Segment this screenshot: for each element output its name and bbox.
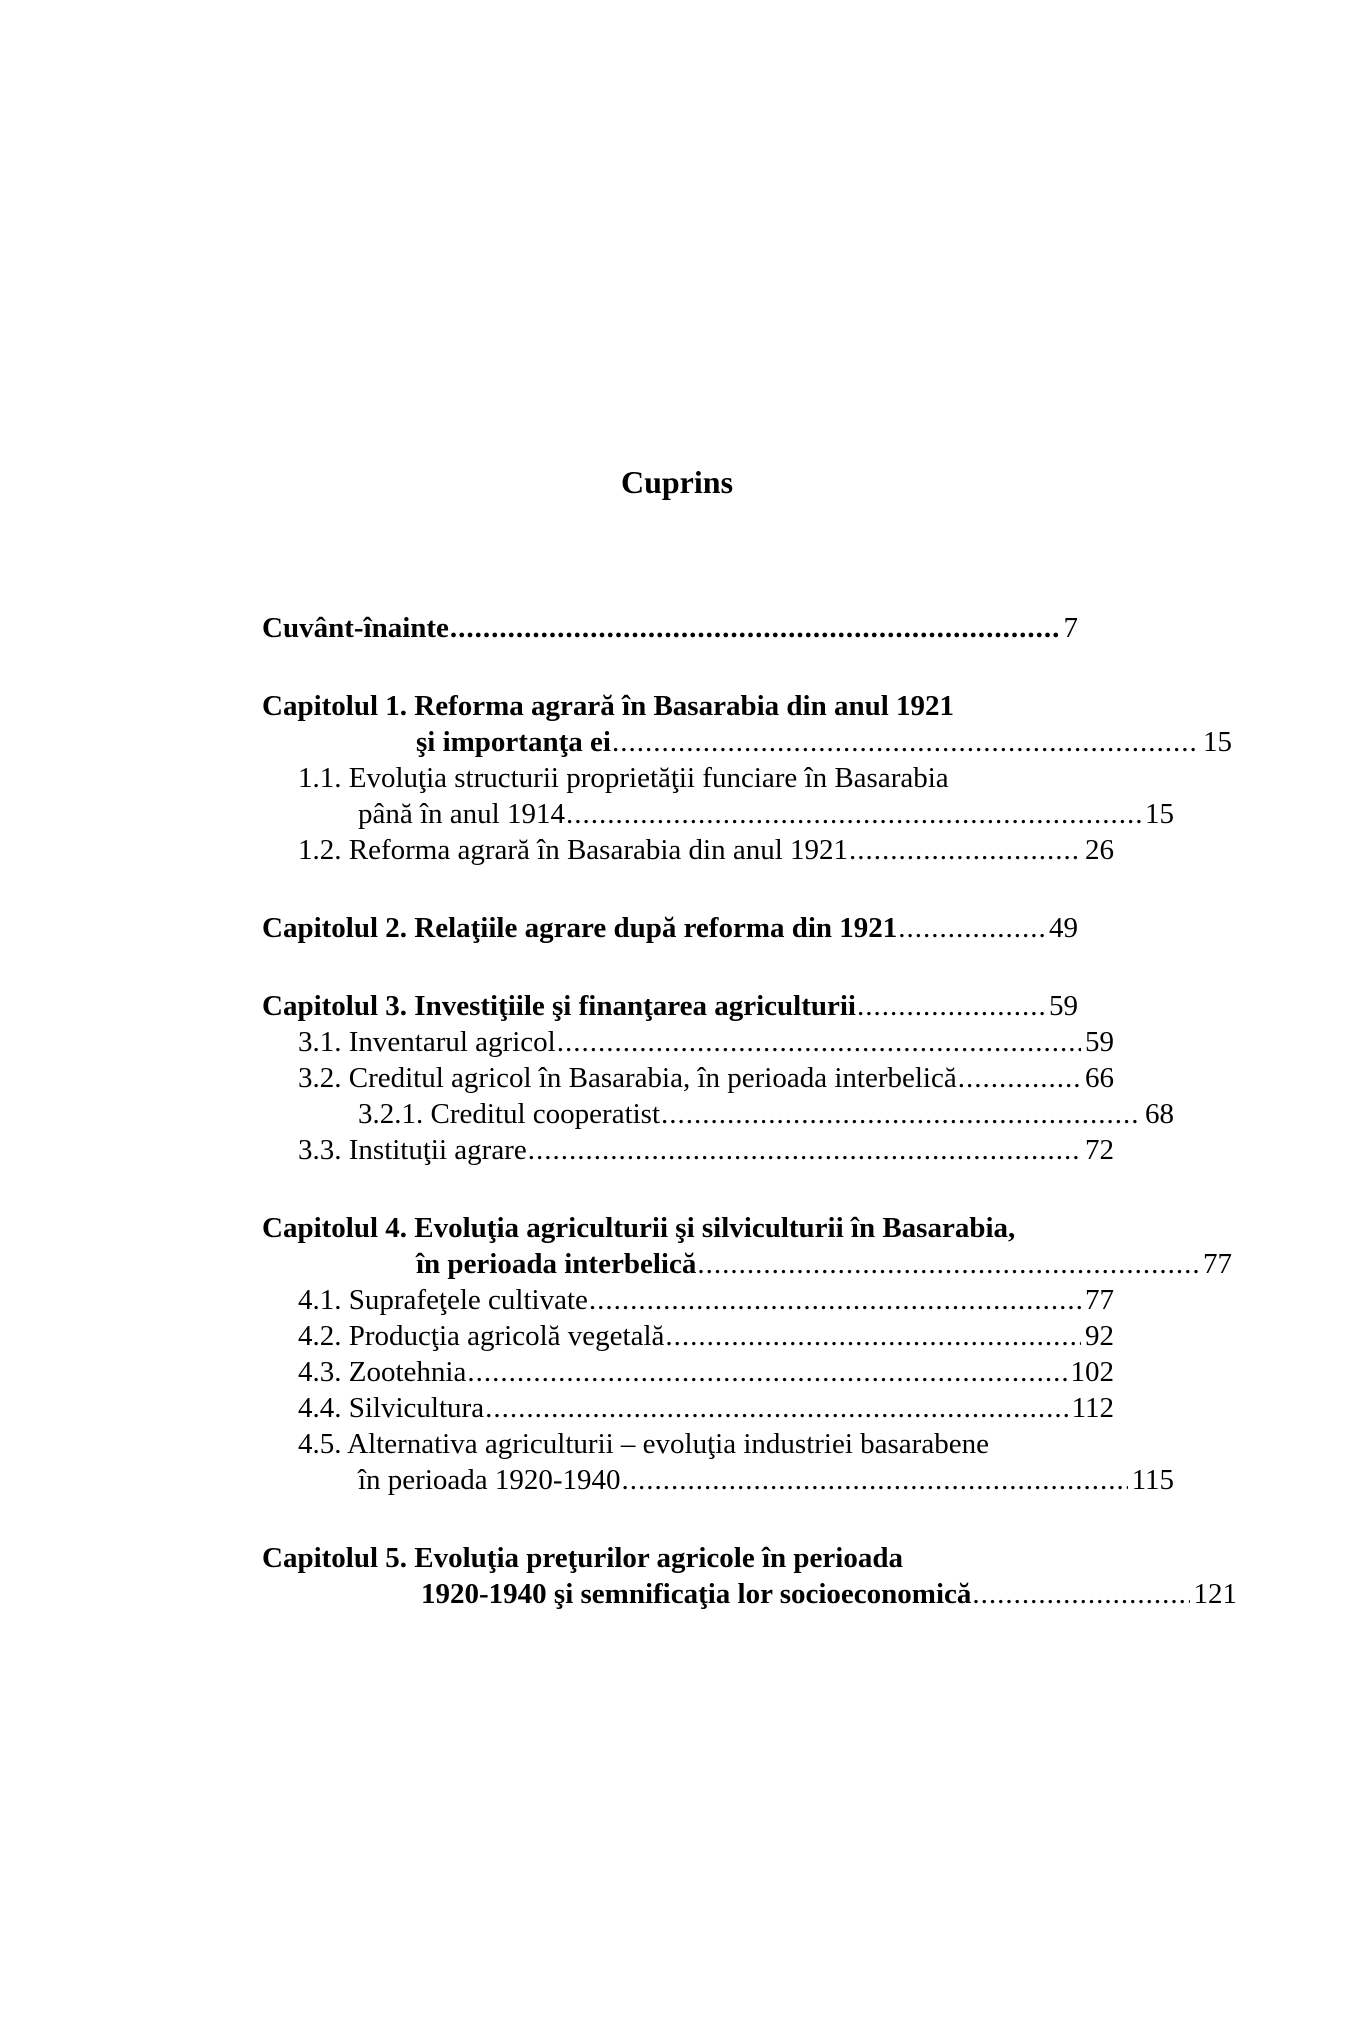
dot-leader — [467, 1354, 1066, 1390]
dot-leader — [612, 724, 1199, 760]
dot-leader — [566, 796, 1141, 832]
page-number: 15 — [1203, 726, 1232, 758]
toc-entry-text: în perioada 1920-1940 — [358, 1464, 621, 1496]
toc-entry-text: şi importanţa ei — [416, 726, 611, 758]
page-number: 59 — [1049, 990, 1078, 1022]
dot-leader — [661, 1096, 1141, 1132]
toc-entry-section-4-2 — [262, 1318, 1114, 1354]
toc-entry-text: Capitolul 3. Investiţiile şi finanţarea agriculturii — [262, 990, 856, 1022]
toc-entry-text: 4.1. Suprafeţele cultivate — [298, 1284, 588, 1316]
page-number: 68 — [1145, 1098, 1174, 1130]
page-number: 77 — [1085, 1284, 1114, 1316]
dot-leader — [849, 832, 1081, 868]
dot-leader — [958, 1060, 1081, 1096]
toc-chapter-1-heading: Capitolul 1. Reforma agrară în Basarabia din anul 1921 — [262, 690, 955, 722]
toc-entry-text: în perioada interbelică — [416, 1248, 697, 1280]
toc-entry-section-4-1 — [262, 1282, 1114, 1318]
page-number: 121 — [1193, 1578, 1237, 1610]
toc-entry-chapter-1 — [262, 724, 1232, 760]
toc-entry-text: 3.1. Inventarul agricol — [298, 1026, 556, 1058]
dot-leader — [557, 1024, 1081, 1060]
toc-section-1-1-heading: 1.1. Evoluţia structurii proprietăţii funciare în Basarabia — [298, 762, 949, 794]
dot-leader — [972, 1576, 1189, 1612]
dot-leader — [665, 1318, 1081, 1354]
toc-entry-chapter-3 — [262, 988, 1078, 1024]
toc-entry-text: până în anul 1914 — [358, 798, 565, 830]
toc-entry-section-4-3 — [262, 1354, 1114, 1390]
toc-entry-text: 1920-1940 şi semnificaţia lor socioeconomică — [421, 1578, 972, 1610]
toc-entry-text: 3.2.1. Creditul cooperatist — [358, 1098, 661, 1130]
dot-leader — [485, 1390, 1067, 1426]
toc-section-4-5-heading: 4.5. Alternativa agriculturii – evoluţia industriei basarabene — [298, 1428, 989, 1460]
page-title: Cuprins — [620, 464, 734, 500]
toc-entry-text: Capitolul 2. Relaţiile agrare după reforma din 1921 — [262, 912, 898, 944]
toc-entry-text: 1.2. Reforma agrară în Basarabia din anul 1921 — [298, 834, 849, 866]
dot-leader — [697, 1246, 1199, 1282]
toc-entry-text: 4.3. Zootehnia — [298, 1356, 467, 1388]
toc-entry-text: 3.3. Instituţii agrare — [298, 1134, 527, 1166]
toc-entry-section-1-2 — [262, 832, 1114, 868]
toc-entry-section-4-5 — [262, 1462, 1174, 1498]
table-of-contents — [262, 610, 1237, 1612]
toc-entry-chapter-2 — [262, 910, 1078, 946]
dot-leader — [898, 910, 1045, 946]
toc-entry-section-3-2-1 — [262, 1096, 1174, 1132]
page-number: 15 — [1145, 798, 1174, 830]
dot-leader — [622, 1462, 1128, 1498]
toc-entry-section-3-1 — [262, 1024, 1114, 1060]
toc-entry-section-3-2 — [262, 1060, 1114, 1096]
page-number: 26 — [1085, 834, 1114, 866]
dot-leader — [589, 1282, 1081, 1318]
page-number: 7 — [1063, 612, 1078, 644]
page-number: 72 — [1085, 1134, 1114, 1166]
toc-entry-section-4-4 — [262, 1390, 1114, 1426]
toc-entry-text: 4.4. Silvicultura — [298, 1392, 485, 1424]
page-number: 102 — [1070, 1356, 1114, 1388]
dot-leader — [857, 988, 1045, 1024]
toc-entry-chapter-5 — [262, 1576, 1237, 1612]
toc-entry-chapter-4 — [262, 1246, 1232, 1282]
page-number: 92 — [1085, 1320, 1114, 1352]
page-number: 77 — [1203, 1248, 1232, 1280]
dot-leader — [450, 610, 1060, 646]
toc-entry-text: 3.2. Creditul agricol în Basarabia, în perioada interbelică — [298, 1062, 957, 1094]
page-number: 49 — [1049, 912, 1078, 944]
toc-entry-section-1-1 — [262, 796, 1174, 832]
toc-chapter-5-heading: Capitolul 5. Evoluţia preţurilor agricole în perioada — [262, 1542, 903, 1574]
toc-chapter-4-heading: Capitolul 4. Evoluţia agriculturii şi silviculturii în Basarabia, — [262, 1212, 1016, 1244]
dot-leader — [528, 1132, 1081, 1168]
page-number: 112 — [1071, 1392, 1114, 1424]
page-number: 66 — [1085, 1062, 1114, 1094]
page-number: 59 — [1085, 1026, 1114, 1058]
toc-entry-text: 4.2. Producţia agricolă vegetală — [298, 1320, 665, 1352]
toc-entry-section-3-3 — [262, 1132, 1114, 1168]
toc-entry-text: Cuvânt-înainte — [262, 612, 449, 644]
toc-entry-foreword — [262, 610, 1078, 646]
page-number: 115 — [1131, 1464, 1174, 1496]
